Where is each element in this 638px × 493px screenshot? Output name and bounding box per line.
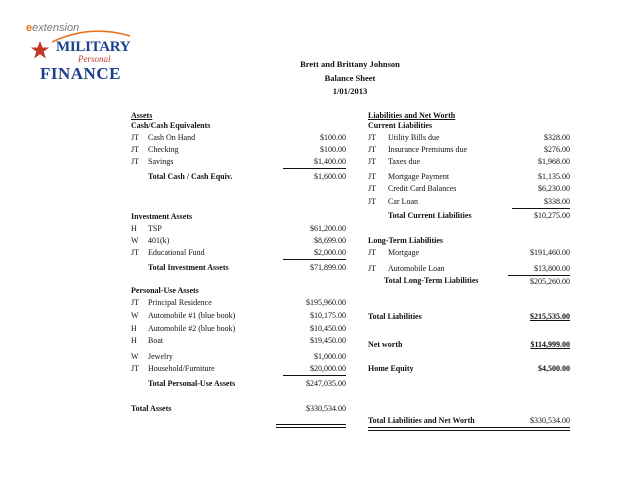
liabilities-heading: Liabilities and Net Worth: [368, 111, 456, 120]
current-liabilities-total-value: $10,275.00: [534, 211, 570, 220]
owner-code: JT: [368, 264, 376, 273]
double-rule-bottom: [368, 430, 570, 431]
line-item-label: 401(k): [148, 236, 170, 245]
total-assets-label: Total Assets: [131, 404, 172, 413]
logo-extension-text: eextension: [26, 22, 80, 34]
logo-military-text: MILITARY: [56, 39, 131, 55]
owner-code: JT: [131, 248, 139, 257]
investment-heading: Investment Assets: [131, 212, 193, 221]
line-item-label: Boat: [148, 336, 164, 345]
owner-code: JT: [368, 157, 376, 166]
owner-code: JT: [368, 197, 376, 206]
line-item-label: Mortgage Payment: [388, 172, 450, 181]
total-liabilities-net-worth-value: $330,534.00: [530, 416, 570, 425]
star-icon: [30, 40, 50, 60]
current-liabilities-heading: Current Liabilities: [368, 121, 433, 130]
extension-military-finance-logo: [26, 20, 138, 90]
investment-total-value: $71,899.00: [310, 263, 346, 272]
owner-code: JT: [368, 172, 376, 181]
line-item-value: $100.00: [320, 145, 346, 154]
total-assets-value: $330,534.00: [306, 404, 346, 413]
current-liabilities-total-label: Total Current Liabilities: [388, 211, 472, 220]
owner-code: JT: [131, 157, 139, 166]
line-item-label: Checking: [148, 145, 179, 154]
personal-use-total-value: $247,035.00: [306, 379, 346, 388]
personal-use-total-label: Total Personal-Use Assets: [148, 379, 236, 388]
cash-heading: Cash/Cash Equivalents: [131, 121, 211, 130]
line-item-value: $191,460.00: [530, 248, 570, 257]
double-rule-top: [368, 427, 570, 428]
owner-code: W: [131, 311, 139, 320]
line-item-label: Taxes due: [388, 157, 421, 166]
line-item-value: $20,000.00: [310, 364, 346, 373]
line-item-value: $338.00: [544, 197, 570, 206]
owner-code: JT: [368, 184, 376, 193]
home-equity-value: $4,500.00: [538, 364, 570, 373]
subtotal-rule: [283, 168, 346, 169]
line-item-value: $1,000.00: [314, 352, 346, 361]
line-item-label: Car Loan: [388, 197, 418, 206]
personal-use-heading: Personal-Use Assets: [131, 286, 199, 295]
line-item-label: Automobile Loan: [388, 264, 445, 273]
line-item-value: $13,800.00: [534, 264, 570, 273]
line-item-value: $2,000.00: [314, 248, 346, 257]
net-worth-value: $114,999.00: [530, 340, 570, 349]
longterm-liabilities-heading: Long-Term Liabilities: [368, 236, 444, 245]
owner-code: JT: [368, 145, 376, 154]
line-item-label: Automobile #1 (blue book): [148, 311, 236, 320]
owner-code: JT: [131, 133, 139, 142]
line-item-value: $1,400.00: [314, 157, 346, 166]
line-item-value: $1,135.00: [538, 172, 570, 181]
statement-date: 1/01/2013: [332, 86, 368, 96]
line-item-value: $276.00: [544, 145, 570, 154]
double-rule-bottom: [276, 427, 346, 428]
total-liabilities-label: Total Liabilities: [368, 312, 422, 321]
longterm-liabilities-total-label: Total Long-Term Liabilities: [384, 276, 479, 285]
line-item-label: Mortgage: [388, 248, 420, 257]
total-liabilities-net-worth-label: Total Liabilities and Net Worth: [368, 416, 475, 425]
owner-code: JT: [368, 248, 376, 257]
line-item-value: $10,450.00: [310, 324, 346, 333]
line-item-value: $8,699.00: [314, 236, 346, 245]
net-worth-label: Net worth: [368, 340, 403, 349]
subtotal-rule: [512, 208, 570, 209]
double-rule-top: [276, 424, 346, 425]
document-title: Balance Sheet: [324, 73, 376, 83]
line-item-label: Jewelry: [148, 352, 173, 361]
subtotal-rule: [508, 275, 570, 276]
line-item-value: $195,960.00: [306, 298, 346, 307]
owner-code: W: [131, 236, 139, 245]
line-item-value: $6,230.00: [538, 184, 570, 193]
subtotal-rule: [283, 375, 346, 376]
owner-code: H: [131, 336, 137, 345]
logo-finance-text: FINANCE: [40, 64, 121, 83]
line-item-label: Principal Residence: [148, 298, 212, 307]
line-item-label: Insurance Premiums due: [388, 145, 468, 154]
owner-code: H: [131, 324, 137, 333]
owner-code: JT: [368, 133, 376, 142]
subtotal-rule: [283, 259, 346, 260]
owner-name: Brett and Brittany Johnson: [300, 59, 400, 69]
line-item-value: $100.00: [320, 133, 346, 142]
line-item-label: Savings: [148, 157, 174, 166]
line-item-value: $19,450.00: [310, 336, 346, 345]
line-item-label: TSP: [148, 224, 162, 233]
line-item-value: $328.00: [544, 133, 570, 142]
cash-total-value: $1,600.00: [314, 172, 346, 181]
line-item-label: Credit Card Balances: [388, 184, 457, 193]
line-item-value: $61,200.00: [310, 224, 346, 233]
owner-code: W: [131, 352, 139, 361]
owner-code: H: [131, 224, 137, 233]
line-item-label: Educational Fund: [148, 248, 205, 257]
owner-code: JT: [131, 364, 139, 373]
investment-total-label: Total Investment Assets: [148, 263, 229, 272]
assets-heading: Assets: [131, 111, 153, 120]
line-item-value: $10,175.00: [310, 311, 346, 320]
longterm-liabilities-total-value: $205,260.00: [530, 277, 570, 286]
line-item-label: Automobile #2 (blue book): [148, 324, 236, 333]
line-item-label: Cash On Hand: [148, 133, 196, 142]
line-item-label: Utility Bills due: [388, 133, 440, 142]
owner-code: JT: [131, 298, 139, 307]
owner-code: JT: [131, 145, 139, 154]
logo-personal-text: Personal: [78, 54, 111, 64]
line-item-label: Household/Furniture: [148, 364, 215, 373]
total-liabilities-value: $215,535.00: [530, 312, 570, 321]
cash-total-label: Total Cash / Cash Equiv.: [148, 172, 233, 181]
line-item-value: $1,968.00: [538, 157, 570, 166]
home-equity-label: Home Equity: [368, 364, 414, 373]
